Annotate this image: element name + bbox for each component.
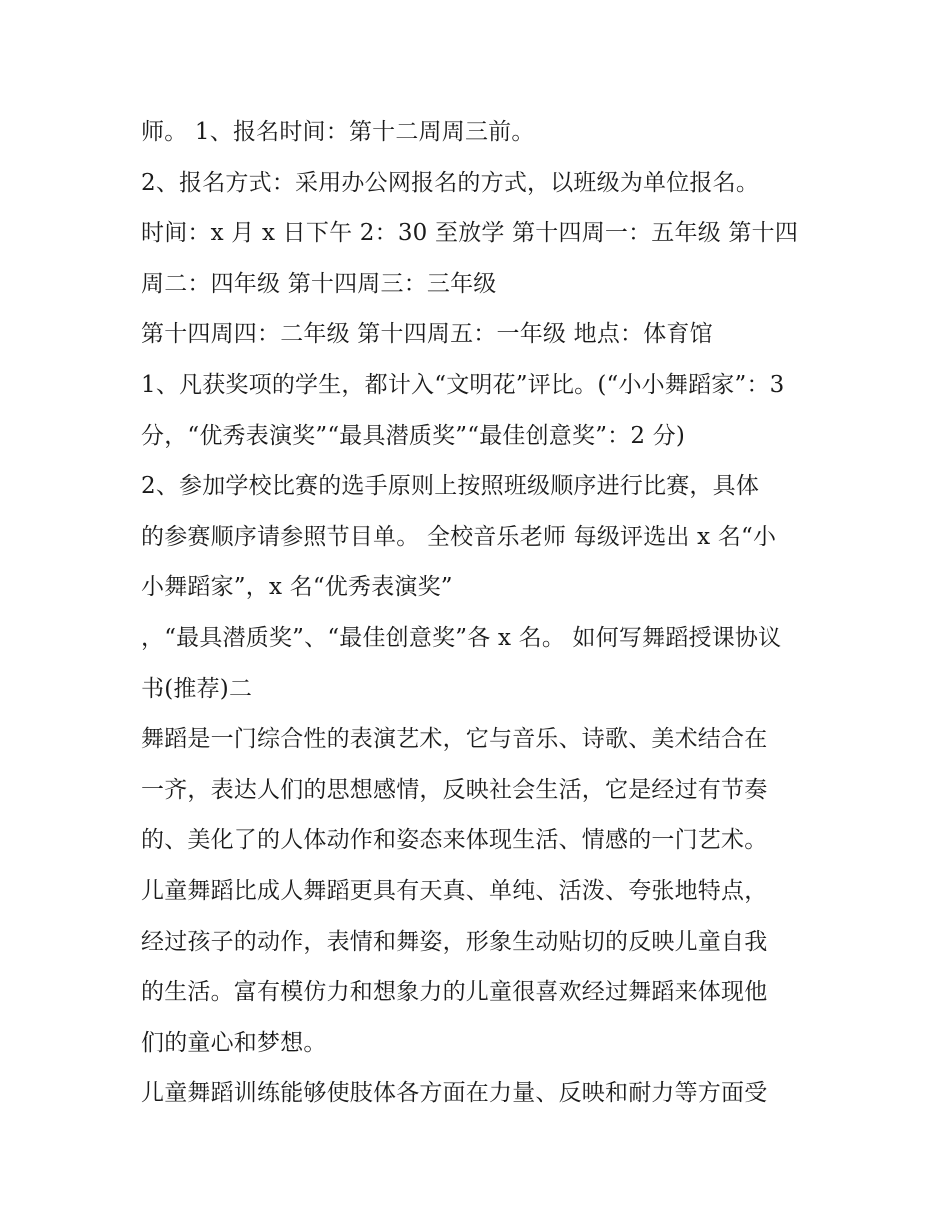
text-line: 小舞蹈家”，x 名“优秀表演奖” <box>141 574 453 601</box>
text-line: 一齐，表达人们的思想感情，反映社会生活，它是经过有节奏 <box>141 776 768 803</box>
text-line: 分，“优秀表演奖”“最具潜质奖”“最佳创意奖”：2 分) <box>141 422 686 449</box>
text-line: 儿童舞蹈比成人舞蹈更具有天真、单纯、活泼、夸张地特点， <box>141 877 768 904</box>
text-line: 时间：x 月 x 日下午 2：30 至放学 第十四周一：五年级 第十四 <box>141 220 799 247</box>
text-line: 2、报名方式：采用办公网报名的方式，以班级为单位报名。 <box>141 169 760 196</box>
text-line: 2、参加学校比赛的选手原则上按照班级顺序进行比赛，具体 <box>141 473 760 500</box>
text-line: 第十四周四：二年级 第十四周五：一年级 地点：体育馆 <box>141 321 713 348</box>
text-line: ，“最具潜质奖”、“最佳创意奖”各 x 名。 如何写舞蹈授课协议 <box>141 624 782 651</box>
text-line: 的生活。富有模仿力和想象力的儿童很喜欢经过舞蹈来体现他 <box>141 979 768 1006</box>
text-line: 周二：四年级 第十四周三：三年级 <box>141 270 497 297</box>
text-line: 1、凡获奖项的学生，都计入“文明花”评比。(“小小舞蹈家”：3 <box>141 371 785 398</box>
text-line: 儿童舞蹈训练能够使肢体各方面在力量、反映和耐力等方面受 <box>141 1080 768 1107</box>
text-line: 的参赛顺序请参照节目单。 全校音乐老师 每级评选出 x 名“小 <box>141 523 777 550</box>
text-line: 师。 1、报名时间：第十二周周三前。 <box>141 119 535 145</box>
text-line: 书(推荐)二 <box>141 675 253 702</box>
text-line: 经过孩子的动作，表情和舞姿，形象生动贴切的反映儿童自我 <box>141 928 768 955</box>
document-body <box>141 107 821 1119</box>
text-line: 舞蹈是一门综合性的表演艺术，它与音乐、诗歌、美术结合在 <box>141 726 768 753</box>
text-line: 们的童心和梦想。 <box>141 1029 327 1056</box>
text-line: 的、美化了的人体动作和姿态来体现生活、情感的一门艺术。 <box>141 827 768 854</box>
